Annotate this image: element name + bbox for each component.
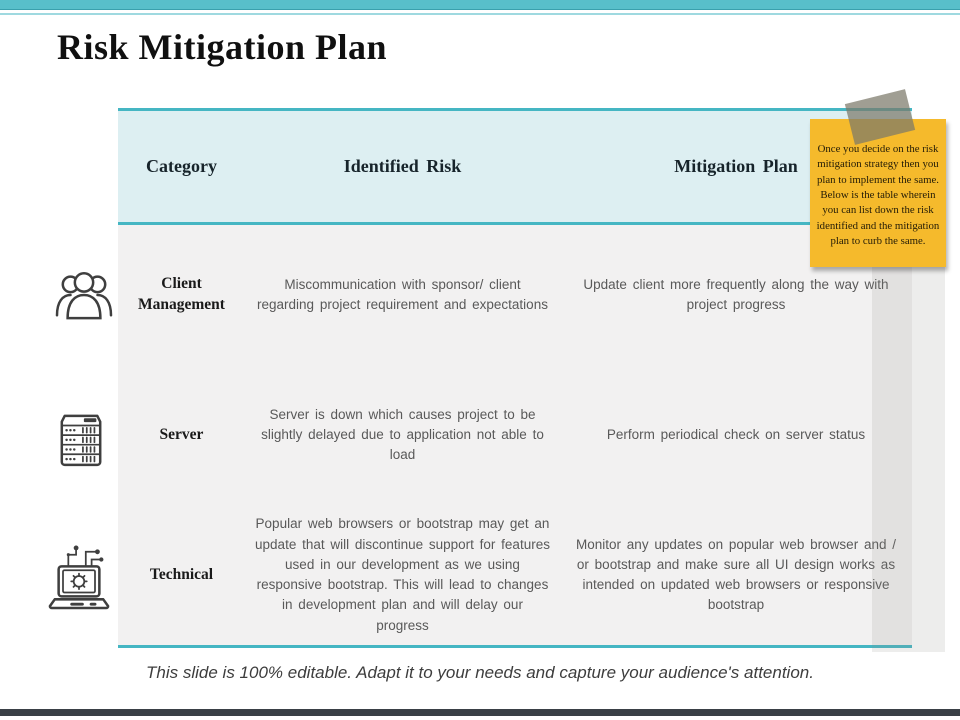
table-row <box>118 225 912 365</box>
table-row <box>118 365 912 505</box>
identified-risk-text: Server is down which causes project to be slightly delayed due to application not able to load <box>261 406 544 463</box>
page-title: Risk Mitigation Plan <box>57 27 388 67</box>
footer-note: This slide is 100% editable. Adapt it to your needs and capture your audience's attention. <box>146 663 814 682</box>
table-bottom-border <box>118 645 912 648</box>
table-header-row <box>118 108 912 222</box>
top-accent-bar <box>0 0 960 10</box>
identified-risk-text: Popular web browsers or bootstrap may get an update that will discontinue support for features used in our development as we using responsive bootstrap. This will lead to changes in development plan and will delay our progress <box>255 516 550 633</box>
identified-risk-text: Miscommunication with sponsor/ client regarding project requirement and expectations <box>257 276 548 312</box>
laptop-gear-icon <box>47 543 111 611</box>
column-header-mitigation-plan: Mitigation Plan <box>674 156 798 176</box>
bottom-accent-bar <box>0 709 960 716</box>
category-label: Server <box>159 425 204 443</box>
people-group-icon <box>55 268 113 322</box>
table-row <box>118 505 912 645</box>
table-body <box>118 225 912 645</box>
category-label: Client Management <box>138 275 225 313</box>
category-label: Technical <box>149 565 214 583</box>
mitigation-plan-text: Monitor any updates on popular web browser and / or bootstrap and make sure all UI design works as intended on updated web browsers or responsive bootstrap <box>576 536 896 613</box>
sticky-note <box>810 119 946 267</box>
column-header-identified-risk: Identified Risk <box>343 156 462 176</box>
server-rack-icon <box>57 406 105 468</box>
risk-mitigation-table <box>118 108 912 648</box>
mitigation-plan-text: Update client more frequently along the way with project progress <box>583 276 889 312</box>
sticky-note-text: Once you decide on the risk mitigation strategy then you plan to implement the same. Below is the table wherein you can list down the risk identified and the mitigation plan to curb the same. <box>816 143 940 247</box>
top-accent-line <box>0 13 960 15</box>
column-header-category: Category <box>146 156 217 176</box>
mitigation-plan-text: Perform periodical check on server status <box>606 426 866 442</box>
